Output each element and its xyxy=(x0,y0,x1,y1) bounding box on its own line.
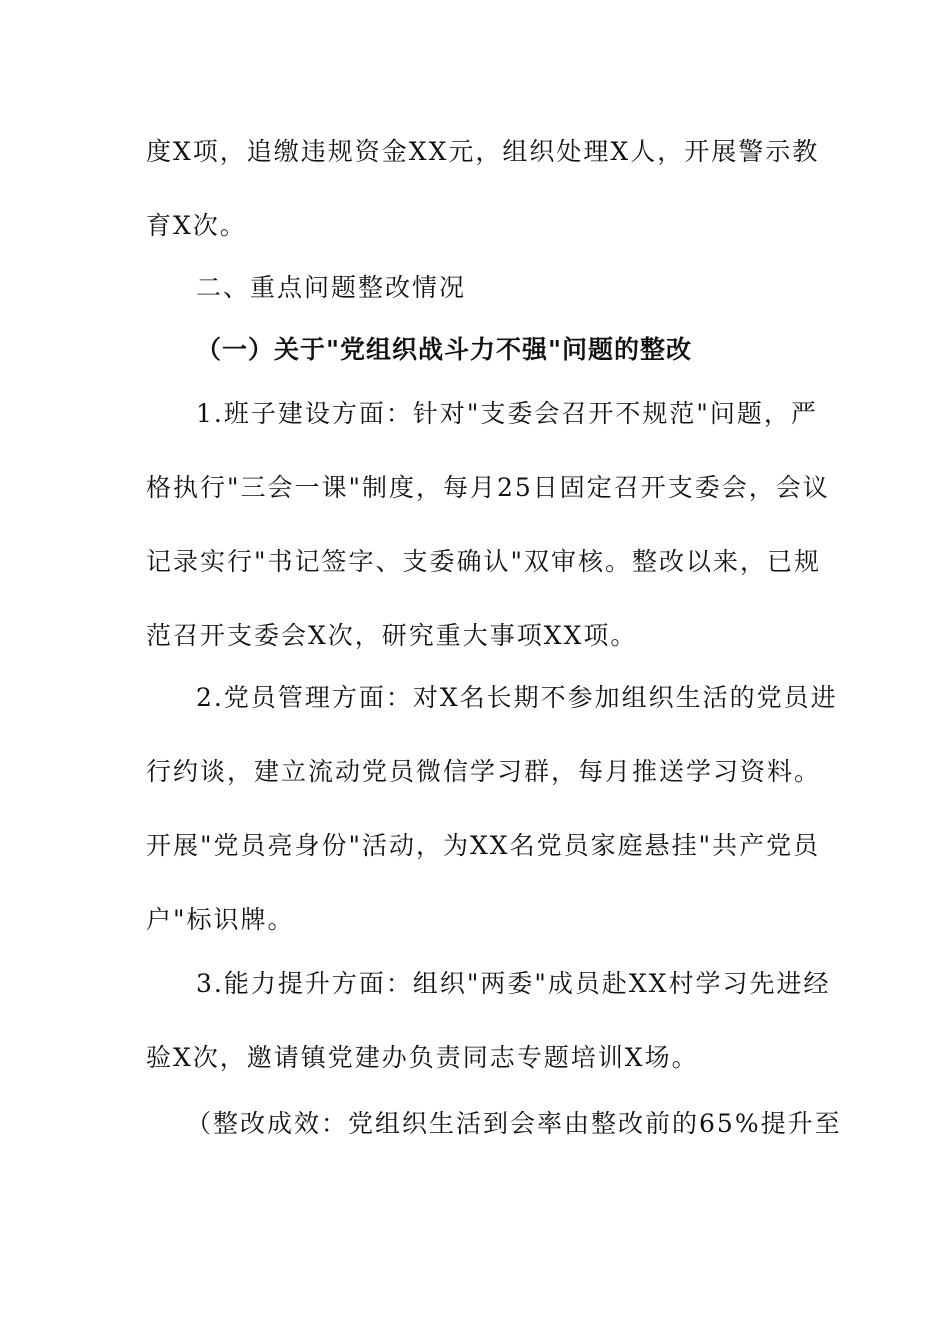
body-text-line: 行约谈，建立流动党员微信学习群，每月推送学习资料。 xyxy=(146,757,822,786)
body-text-line: 3.能力提升方面：组织"两委"成员赴XX村学习先进经 xyxy=(196,969,831,998)
body-text-line: 范召开支委会X次，研究重大事项XX项。 xyxy=(146,621,638,650)
body-text-line: （整改成效：党组织生活到会率由整改前的65%提升至 xyxy=(186,1109,842,1138)
body-text-line: 育X次。 xyxy=(146,211,247,240)
body-text-line: 1.班子建设方面：针对"支委会召开不规范"问题，严 xyxy=(196,399,818,428)
body-text-line: 度X项，追缴违规资金XX元，组织处理X人，开展警示教 xyxy=(146,137,820,166)
body-text-line: 格执行"三会一课"制度，每月25日固定召开支委会，会议 xyxy=(146,473,830,502)
subsection-heading: （一）关于"党组织战斗力不强"问题的整改 xyxy=(196,335,693,364)
body-text-line: 户"标识牌。 xyxy=(146,905,295,934)
body-text-line: 开展"党员亮身份"活动，为XX名党员家庭悬挂"共产党员 xyxy=(146,831,821,860)
section-heading: 二、重点问题整改情况 xyxy=(196,273,467,302)
body-text-line: 记录实行"书记签字、支委确认"双审核。整改以来，已规 xyxy=(146,547,822,576)
body-text-line: 2.党员管理方面：对X名长期不参加组织生活的党员进 xyxy=(196,683,838,712)
body-text-line: 验X次，邀请镇党建办负责同志专题培训X场。 xyxy=(146,1043,699,1072)
